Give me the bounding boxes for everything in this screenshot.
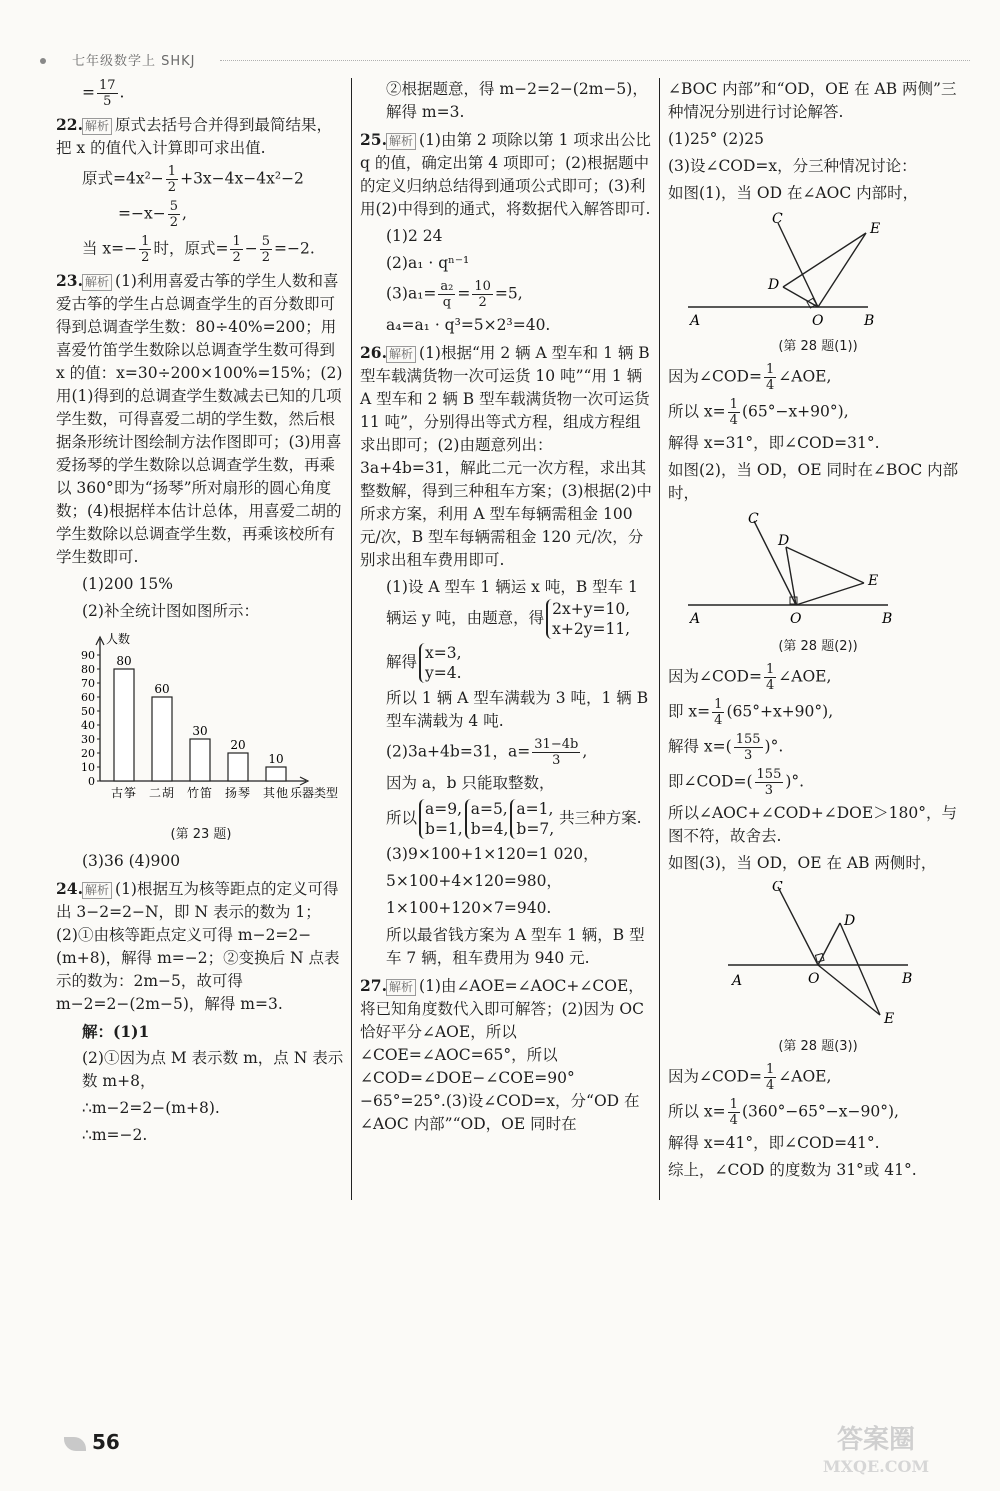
column-3 xyxy=(668,78,968,1186)
bullet-icon xyxy=(40,58,46,64)
analysis-text: (1)由∠AOE=∠AOC+∠COE，将已知角度数代入即可解答；(2)因为 OC 恰好平分∠AOE，所以∠COE=∠AOC=65°，所以∠COD=∠DOE−∠COE=90°−65°=25°.(3)设∠COD=x，分“OD 在∠AOC 内部”“OD，OE 同时在 xyxy=(360,977,644,1133)
svg-text:A: A xyxy=(690,611,701,627)
analysis-tag: 解析 xyxy=(386,346,416,363)
svg-text:O: O xyxy=(808,971,820,987)
bar-二胡 xyxy=(152,697,172,781)
header-rule xyxy=(220,60,970,61)
geometry-figure-3 xyxy=(668,881,968,1056)
q22-step: =−x− $\frac{5}{2}$ , xyxy=(118,199,187,230)
chart-caption: (第 23 题) xyxy=(170,827,232,842)
bar-扬琴 xyxy=(228,753,248,781)
solution-line: (3)9×100+1×120=1 020， xyxy=(386,845,599,863)
analysis-tag: 解析 xyxy=(386,979,416,996)
question-25 xyxy=(360,128,652,221)
question-24 xyxy=(56,877,346,1016)
data-label: 60 xyxy=(154,682,170,696)
category-label: 竹笛 xyxy=(186,786,214,800)
analysis-tag: 解析 xyxy=(82,274,112,291)
geometry-figure-2 xyxy=(668,511,968,656)
answer-line: 所以 x= $\frac{1}{4}$ (65°−x+90°), xyxy=(668,397,849,428)
answer-line: 如图(3)，当 OD，OE 在 AB 两侧时， xyxy=(668,854,937,872)
x-axis-label: 乐器类型 xyxy=(289,786,339,800)
answer-line: 即∠COD=( $\frac{155}{3}$ )°. xyxy=(668,767,805,798)
answer-line: (3)设∠COD=x，分三种情况讨论： xyxy=(668,157,917,175)
figure-caption: (第 28 题(2)) xyxy=(778,639,858,654)
bar-古筝 xyxy=(114,669,134,781)
solution-line: 所以 a=9, b=1,a=5, b=4,a=1, b=7, 共三种方案. xyxy=(386,800,642,838)
svg-text:O: O xyxy=(790,611,802,627)
svg-text:A: A xyxy=(732,973,743,989)
answer-line: 解得 x=31°，即∠COD=31°. xyxy=(668,434,880,452)
continued-text: ∠BOC 内部”和“OD，OE 在 AB 两侧”三种情况分别进行讨论解答. xyxy=(668,80,957,121)
answer-line: (1)25° (2)25 xyxy=(668,130,765,148)
answer-line: (2)a₁ · qⁿ⁻¹ xyxy=(386,254,470,272)
answer-line: 如图(1)，当 OD 在∠AOC 内部时， xyxy=(668,184,919,202)
question-23 xyxy=(56,269,346,569)
svg-text:D: D xyxy=(844,913,856,929)
svg-text:MXQE.COM: MXQE.COM xyxy=(822,1457,930,1476)
answer-line: 因为∠COD= $\frac{1}{4}$ ∠AOE, xyxy=(668,662,832,693)
geometry-figure-1 xyxy=(668,211,968,356)
analysis-text: 原式去括号合并得到最简结果，把 x 的值代入计算即可求出值. xyxy=(56,116,333,157)
y-tick-label: 30 xyxy=(81,733,95,746)
question-26 xyxy=(360,341,652,572)
svg-text:答案圈: 答案圈 xyxy=(836,1425,916,1455)
page-number: 56 xyxy=(64,1430,120,1454)
answer-line: 所以 x= $\frac{1}{4}$ (360°−65°−x−90°), xyxy=(668,1097,899,1128)
data-label: 80 xyxy=(116,654,132,668)
question-number: 25. xyxy=(360,130,387,149)
geometry-diagram-1 xyxy=(668,211,948,331)
svg-text:E: E xyxy=(884,1011,895,1027)
data-label: 30 xyxy=(192,724,208,738)
y-tick-label: 10 xyxy=(81,761,95,774)
svg-text:E: E xyxy=(868,573,879,589)
equation-system: 2x+y=10, x+2y=11, xyxy=(546,599,630,639)
answer-line: 解得 x=( $\frac{155}{3}$ )°. xyxy=(668,732,784,763)
fraction: $\frac{17}{5}$ xyxy=(99,78,116,109)
solution-line: 5×100+4×120=980， xyxy=(386,872,562,890)
y-tick-label: 70 xyxy=(81,677,95,690)
solution-line: 所以 1 辆 A 型车满载为 3 吨，1 辆 B 型车满载为 4 吨. xyxy=(386,689,649,730)
svg-text:E: E xyxy=(870,221,881,237)
question-22 xyxy=(56,113,346,160)
column-divider xyxy=(351,78,352,1200)
question-number: 27. xyxy=(360,976,387,995)
question-number: 22. xyxy=(56,115,83,134)
bar-其他 xyxy=(266,767,286,781)
solution-line: (1)设 A 型车 1 辆运 x 吨，B 型车 1 辆运 y 吨，由题意，得 2x+y=10, x+2y=11, xyxy=(386,578,638,638)
solution-line: 解得 x=3, y=4. xyxy=(386,644,462,682)
solution-line: 因为 a，b 只能取整数， xyxy=(386,774,555,792)
watermark-logo xyxy=(776,1418,976,1478)
solution-line: ∴m−2=2−(m+8). xyxy=(82,1099,220,1117)
question-number: 26. xyxy=(360,343,387,362)
svg-text:B: B xyxy=(882,611,893,627)
answer-line: 综上，∠COD 的度数为 31°或 41°. xyxy=(668,1161,917,1179)
bar-竹笛 xyxy=(190,739,210,781)
data-label: 10 xyxy=(268,752,284,766)
svg-text:D: D xyxy=(768,277,780,293)
analysis-tag: 解析 xyxy=(82,118,112,135)
solution-line: (2)3a+4b=31，a= $\frac{31-4b}{3}$ , xyxy=(386,737,588,768)
analysis-tag: 解析 xyxy=(386,133,416,150)
svg-text:B: B xyxy=(864,313,875,329)
svg-text:A: A xyxy=(690,313,701,329)
answer-line: a₄=a₁ · q³=5×2³=40. xyxy=(386,316,551,334)
data-label: 20 xyxy=(230,738,246,752)
category-label: 扬琴 xyxy=(224,786,252,800)
category-label: 二胡 xyxy=(148,786,176,800)
question-number: 23. xyxy=(56,271,83,290)
answer-line: (3)a₁= $\frac{\text{a₂}}{q}$ = $\frac{10}{2}$ =5, xyxy=(386,279,523,310)
y-tick-label: 20 xyxy=(81,747,95,760)
analysis-text: (1)根据互为核等距点的定义可得出 3−2=2−N，即 N 表示的数为 1；(2)①由核等距点定义可得 m−2=2−(m+8)，解得 m=−2；②变换后 N 点表示的数为：2m−5，故可得 m−2=2−(2m−5)，解得 m=3. xyxy=(56,880,340,1013)
analysis-tag: 解析 xyxy=(82,882,112,899)
answer-line: 因为∠COD= $\frac{1}{4}$ ∠AOE, xyxy=(668,362,832,393)
answer-line: 所以∠AOC+∠COD+∠DOE＞180°，与图不符，故舍去. xyxy=(668,804,957,845)
answer-line: (2)补全统计图如图所示： xyxy=(82,602,259,620)
column-1 xyxy=(56,78,346,1151)
y-tick-label: 50 xyxy=(81,705,95,718)
analysis-text: (1)利用喜爱古筝的学生人数和喜爱古筝的学生占总调查学生的百分数即可得到总调查学生数：80÷40%=200；用喜爱竹笛学生数除以总调查学生数可得到 x 的值：x=30÷200×100%=15%；(2)用(1)得到的总调查学生数减去已知的几项学生数，可得喜爱二胡的学生数，然后根据条形统计图绘制方法作图即可；(3)用喜爱扬琴的学生数除以总调查学生数，再乘以 360°即为“扬琴”所对扇形的圆心角度数；(4)根据样本估计总体，用喜爱二胡的学生数除以总调查学生数，再乘该校所有学生数即可. xyxy=(56,272,343,566)
question-27 xyxy=(360,974,652,1136)
figure-caption: (第 28 题(1)) xyxy=(778,339,858,354)
header-title: 七年级数学上 SHKJ xyxy=(72,54,196,69)
solution-line: 1×100+120×7=940. xyxy=(386,899,552,917)
answer-line: 即 x= $\frac{1}{4}$ (65°+x+90°), xyxy=(668,697,834,728)
question-number: 24. xyxy=(56,879,83,898)
answer-line: (3)36 (4)900 xyxy=(82,852,181,870)
y-tick-label: 40 xyxy=(81,719,95,732)
q22-step: 原式=4x²− $\frac{1}{2}$ +3x−4x−4x²−2 xyxy=(82,164,304,195)
svg-text:C: C xyxy=(772,881,783,895)
bar-chart xyxy=(56,629,346,819)
solution-line: ∴m=−2. xyxy=(82,1126,148,1144)
dolphin-icon xyxy=(64,1437,86,1451)
solution-line: (2)①因为点 M 表示数 m，点 N 表示数 m+8， xyxy=(82,1049,344,1090)
answer-line: (1)2 24 xyxy=(386,227,443,245)
page-header xyxy=(40,50,970,70)
svg-text:B: B xyxy=(902,971,913,987)
q22-step: 当 x=− $\frac{1}{2}$ 时，原式= $\frac{1}{2}$ − $\frac{5}{2}$ =−2. xyxy=(82,234,315,265)
y-tick-label: 60 xyxy=(81,691,95,704)
geometry-diagram-2 xyxy=(668,511,948,631)
analysis-text: (1)根据“用 2 辆 A 型车和 1 辆 B 型车载满货物一次可运货 10 吨”“用 1 辆 A 型车和 2 辆 B 型车载满货物一次可运货 11 吨”，分别得出等式方程，组成方程组求出即可；(2)由题意列出：3a+4b=31，解此二元一次方程，求出其整数解，得到三种租车方案；(3)根据(2)中所求方案，利用 A 型车每辆需租金 100 元/次，B 型车每辆需租金 120 元/次，分别求出租车费用即可. xyxy=(360,344,652,569)
top-equation: = $\frac{17}{5}$ . xyxy=(82,78,125,109)
column-divider xyxy=(659,78,660,1200)
svg-text:O: O xyxy=(812,313,824,329)
bar-chart-figure xyxy=(56,629,346,844)
answer-line: 解得 x=41°，即∠COD=41°. xyxy=(668,1134,880,1152)
column-2 xyxy=(360,78,652,1140)
analysis-text: (1)由第 2 项除以第 1 项求出公比 q 的值，确定出第 4 项即可；(2)根据题中的定义归纳总结得到通项公式即可；(3)利用(2)中得到的通式，将数据代入解答即可. xyxy=(360,131,651,218)
svg-text:C: C xyxy=(748,511,759,527)
y-tick-label: 90 xyxy=(81,649,95,662)
geometry-diagram-3 xyxy=(668,881,948,1031)
figure-caption: (第 28 题(3)) xyxy=(778,1039,858,1054)
svg-text:C: C xyxy=(772,211,783,227)
equation-system: x=3, y=4. xyxy=(419,643,462,683)
y-tick-label: 80 xyxy=(81,663,95,676)
category-label: 古筝 xyxy=(110,786,138,800)
category-label: 其他 xyxy=(262,786,290,800)
continued-text: ②根据题意，得 m−2=2−(2m−5)，解得 m=3. xyxy=(386,80,648,121)
y-tick-label: 0 xyxy=(88,775,95,788)
solution-line: 解：(1)1 xyxy=(82,1022,150,1041)
answer-line: 因为∠COD= $\frac{1}{4}$ ∠AOE, xyxy=(668,1062,832,1093)
solution-line: 所以最省钱方案为 A 型车 1 辆，B 型车 7 辆，租车费用为 940 元. xyxy=(386,926,645,967)
svg-text:D: D xyxy=(778,533,790,549)
y-axis-label: 人数 xyxy=(106,632,131,646)
answer-line: (1)200 15% xyxy=(82,575,173,593)
answer-line: 如图(2)，当 OD，OE 同时在∠BOC 内部时， xyxy=(668,461,959,502)
